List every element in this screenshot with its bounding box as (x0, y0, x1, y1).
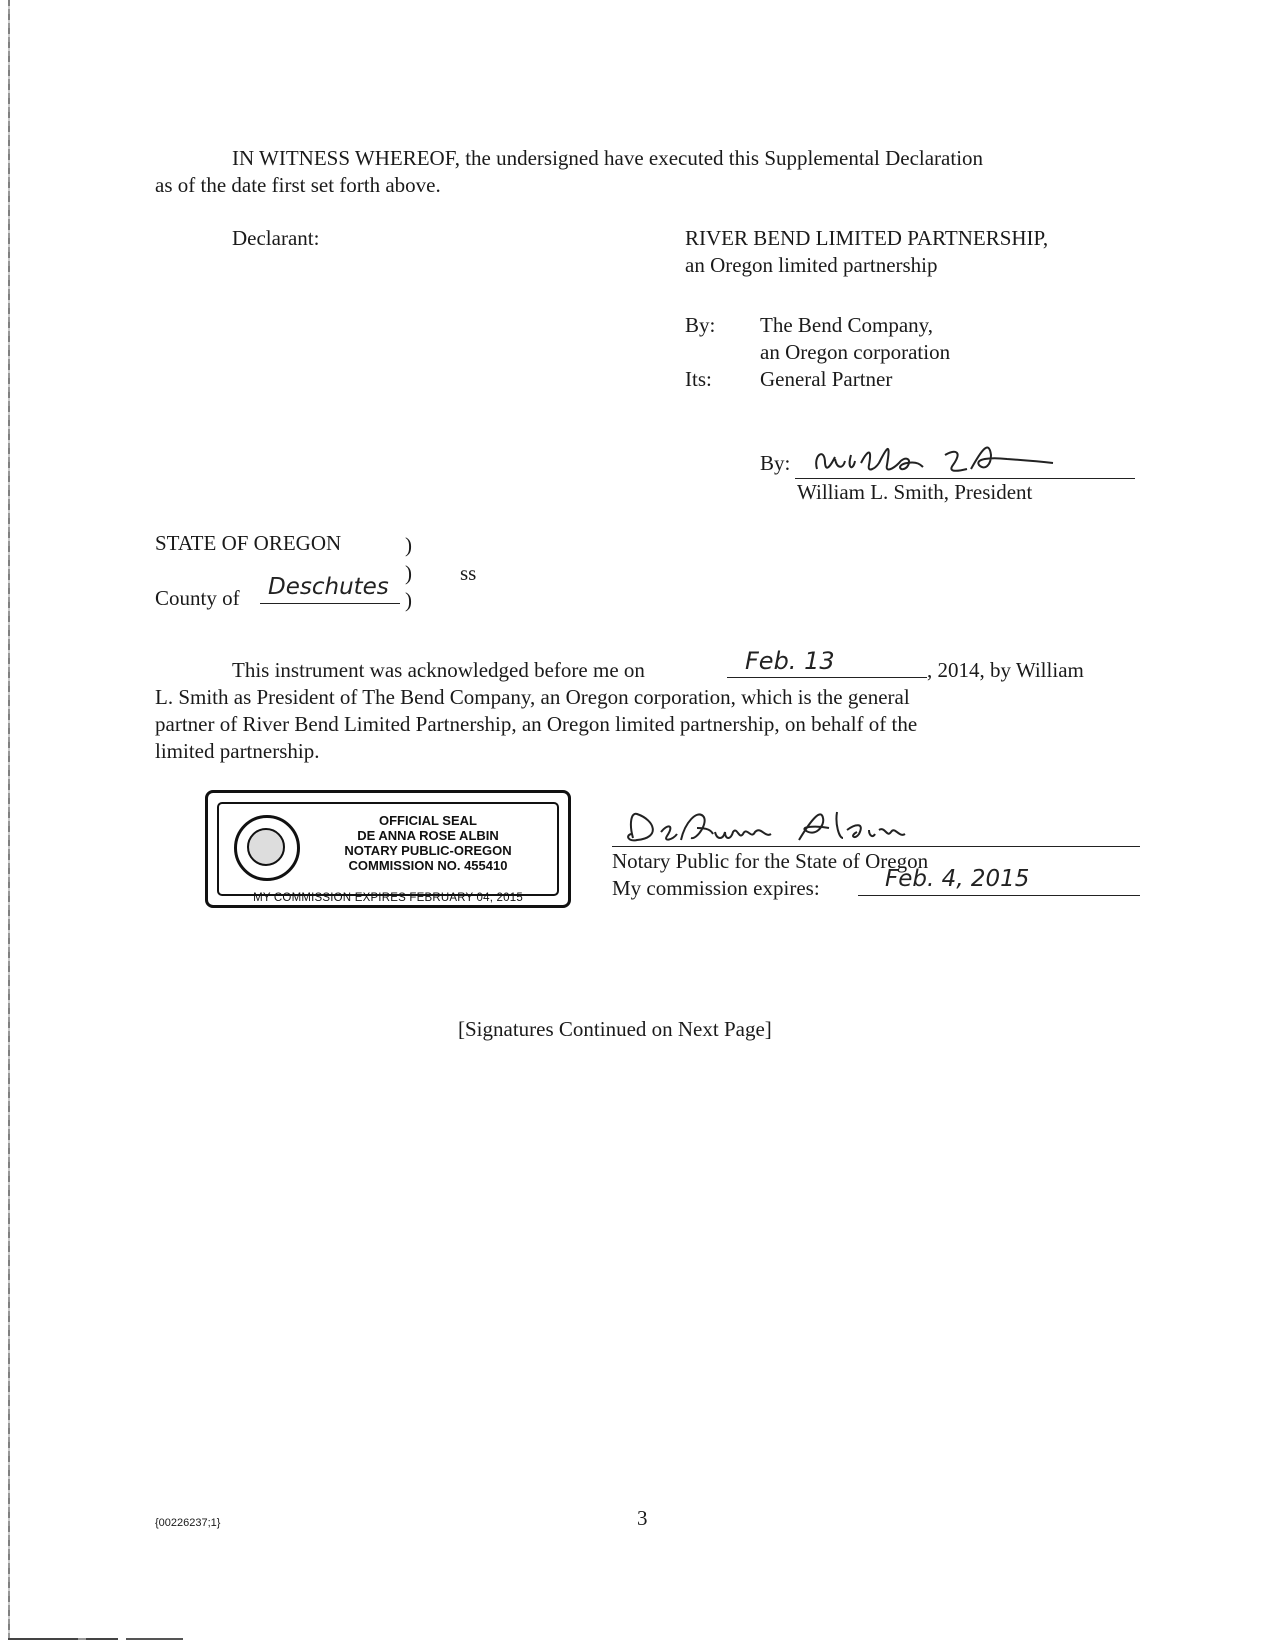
seal-line-2: DE ANNA ROSE ALBIN (357, 828, 499, 843)
signer-by-label: By: (760, 451, 791, 475)
ack-date-handwritten: Feb. 13 (745, 647, 835, 675)
notary-expires-underline (858, 895, 1140, 896)
witness-line-2: as of the date first set forth above. (155, 173, 441, 197)
ack-line-3: partner of River Bend Limited Partnership, an Oregon limited partnership, on behalf of the (155, 712, 918, 736)
notary-signature-line (612, 846, 1140, 847)
footer-doc-code: {00226237;1} (155, 1517, 221, 1529)
company-name: The Bend Company, (760, 313, 934, 337)
notary-title: Notary Public for the State of Oregon (612, 849, 929, 873)
page-number: 3 (637, 1506, 648, 1530)
notary-expires-handwritten: Feb. 4, 2015 (885, 866, 1030, 892)
seal-line-3: NOTARY PUBLIC-OREGON (344, 843, 512, 858)
signature-deanna-albin (615, 800, 945, 850)
entity-name: RIVER BEND LIMITED PARTNERSHIP, (685, 226, 1049, 250)
venue-state: STATE OF OREGON (155, 531, 342, 555)
county-handwritten: Deschutes (268, 574, 389, 600)
ack-after-date: , 2014, by William (927, 658, 1084, 682)
company-type: an Oregon corporation (760, 340, 951, 364)
county-label: County of (155, 586, 240, 610)
scan-edge-bottom (8, 1638, 183, 1640)
seal-expires: MY COMMISSION EXPIRES FEBRUARY 04, 2015 (253, 892, 523, 904)
signature-william-smith (795, 425, 1115, 485)
signer-name-title: William L. Smith, President (797, 480, 1033, 504)
venue-paren-2: ) (405, 561, 412, 585)
entity-type: an Oregon limited partnership (685, 253, 938, 277)
ack-lead: This instrument was acknowledged before me on (232, 658, 645, 682)
declarant-label: Declarant: (232, 226, 320, 250)
signature-stroke (816, 448, 1053, 471)
notary-seal-stamp (205, 790, 571, 908)
scan-edge-left (8, 0, 10, 1640)
oregon-state-seal-icon (234, 815, 300, 881)
venue-ss: ss (460, 561, 477, 585)
notary-expires-label: My commission expires: (612, 876, 820, 900)
notary-signature-stroke (628, 812, 905, 840)
continued-note: [Signatures Continued on Next Page] (458, 1017, 772, 1041)
ack-line-2: L. Smith as President of The Bend Company, an Oregon corporation, which is the general (155, 685, 910, 709)
its-label: Its: (685, 367, 712, 391)
seal-line-4: COMMISSION NO. 455410 (348, 858, 508, 873)
seal-line-1: OFFICIAL SEAL (379, 813, 477, 828)
witness-line-1: IN WITNESS WHEREOF, the undersigned have executed this Supplemental Declaration (232, 146, 984, 170)
county-underline (260, 603, 400, 604)
ack-date-underline (727, 677, 927, 678)
role-value: General Partner (760, 367, 893, 391)
by-label: By: (685, 313, 716, 337)
venue-paren-3: ) (405, 588, 412, 612)
ack-line-4: limited partnership. (155, 739, 320, 763)
venue-paren-1: ) (405, 533, 412, 557)
